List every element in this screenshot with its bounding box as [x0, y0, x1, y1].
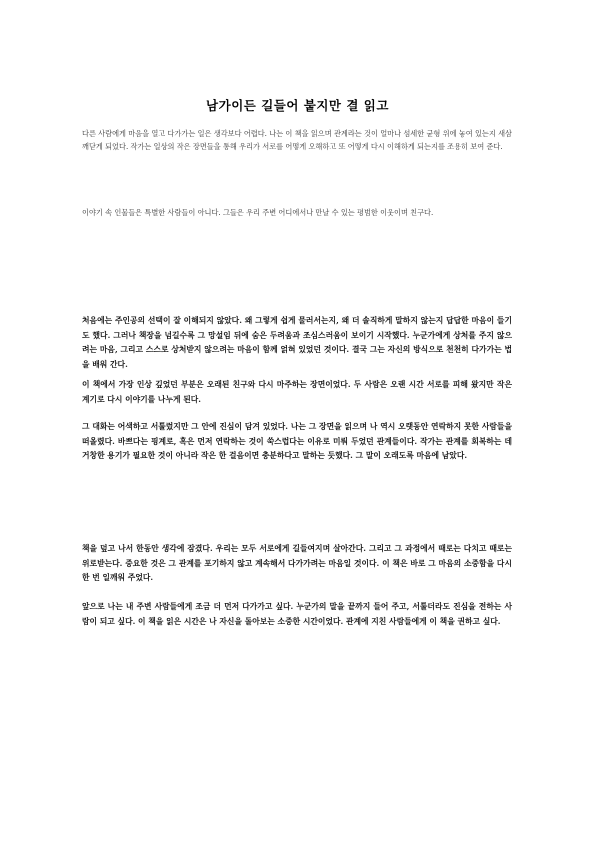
document-title: 남가이든 길들어 붙지만 결 읽고 [206, 98, 389, 113]
paragraph-5: 그 대화는 어색하고 서툴렀지만 그 안에 진심이 담겨 있었다. 나는 그 장면을 읽으며 나 역시 오랫동안 연락하지 못한 사람들을 떠올렸다. 바쁘다는 핑계로, 혹은 먼저 연락하는 것이 쑥스럽다는 이유로 미뤄 두었던 관계들이다. 작가는 관계를 회복하는 데 거창한 용기가 필요한 것이 아니라 작은 한 걸음이면 충분하다고 말하는 듯했다. 그 말이 오래도록 마음에 남았다. [82, 422, 512, 460]
paragraph-1: 다른 사람에게 마음을 열고 다가가는 일은 생각보다 어렵다. 나는 이 책을 읽으며 관계라는 것이 얼마나 섬세한 균형 위에 놓여 있는지 새삼 깨닫게 되었다. 작가는 일상의 작은 장면들을 통해 우리가 서로를 어떻게 오해하고 또 어떻게 다시 이해하게 되는지를 조용히 보여 준다. [82, 129, 512, 151]
paragraph-6: 책을 덮고 나서 한동안 생각에 잠겼다. 우리는 모두 서로에게 길들여지며 살아간다. 그리고 그 과정에서 때로는 다치고 때로는 위로받는다. 중요한 것은 그 관계를 포기하지 않고 계속해서 다가가려는 마음일 것이다. 이 책은 바로 그 마음의 소중함을 다시 한 번 일깨워 주었다. [82, 544, 512, 582]
paragraph-7: 앞으로 나는 내 주변 사람들에게 조금 더 먼저 다가가고 싶다. 누군가의 말을 끝까지 들어 주고, 서툴더라도 진심을 전하는 사람이 되고 싶다. 이 책을 읽은 시간은 나 자신을 돌아보는 소중한 시간이었다. 관계에 지친 사람들에게 이 책을 권하고 싶다. [82, 602, 512, 626]
paragraph-2: 이야기 속 인물들은 특별한 사람들이 아니다. 그들은 우리 주변 어디에서나 만날 수 있는 평범한 이웃이며 친구다. [82, 208, 434, 217]
paragraph-4: 이 책에서 가장 인상 깊었던 부분은 오래된 친구와 다시 마주하는 장면이었다. 두 사람은 오랜 시간 서로를 피해 왔지만 작은 계기로 다시 이야기를 나누게 된다. [82, 380, 512, 404]
paragraph-3: 처음에는 주인공의 선택이 잘 이해되지 않았다. 왜 그렇게 쉽게 물러서는지, 왜 더 솔직하게 말하지 않는지 답답한 마음이 들기도 했다. 그러나 책장을 넘길수록 그 망설임 뒤에 숨은 두려움과 조심스러움이 보이기 시작했다. 누군가에게 상처를 주지 않으려는 마음, 그리고 스스로 상처받지 않으려는 마음이 함께 얽혀 있었던 것이다. 결국 그는 자신의 방식으로 천천히 다가가는 법을 배워 간다. [82, 316, 512, 369]
